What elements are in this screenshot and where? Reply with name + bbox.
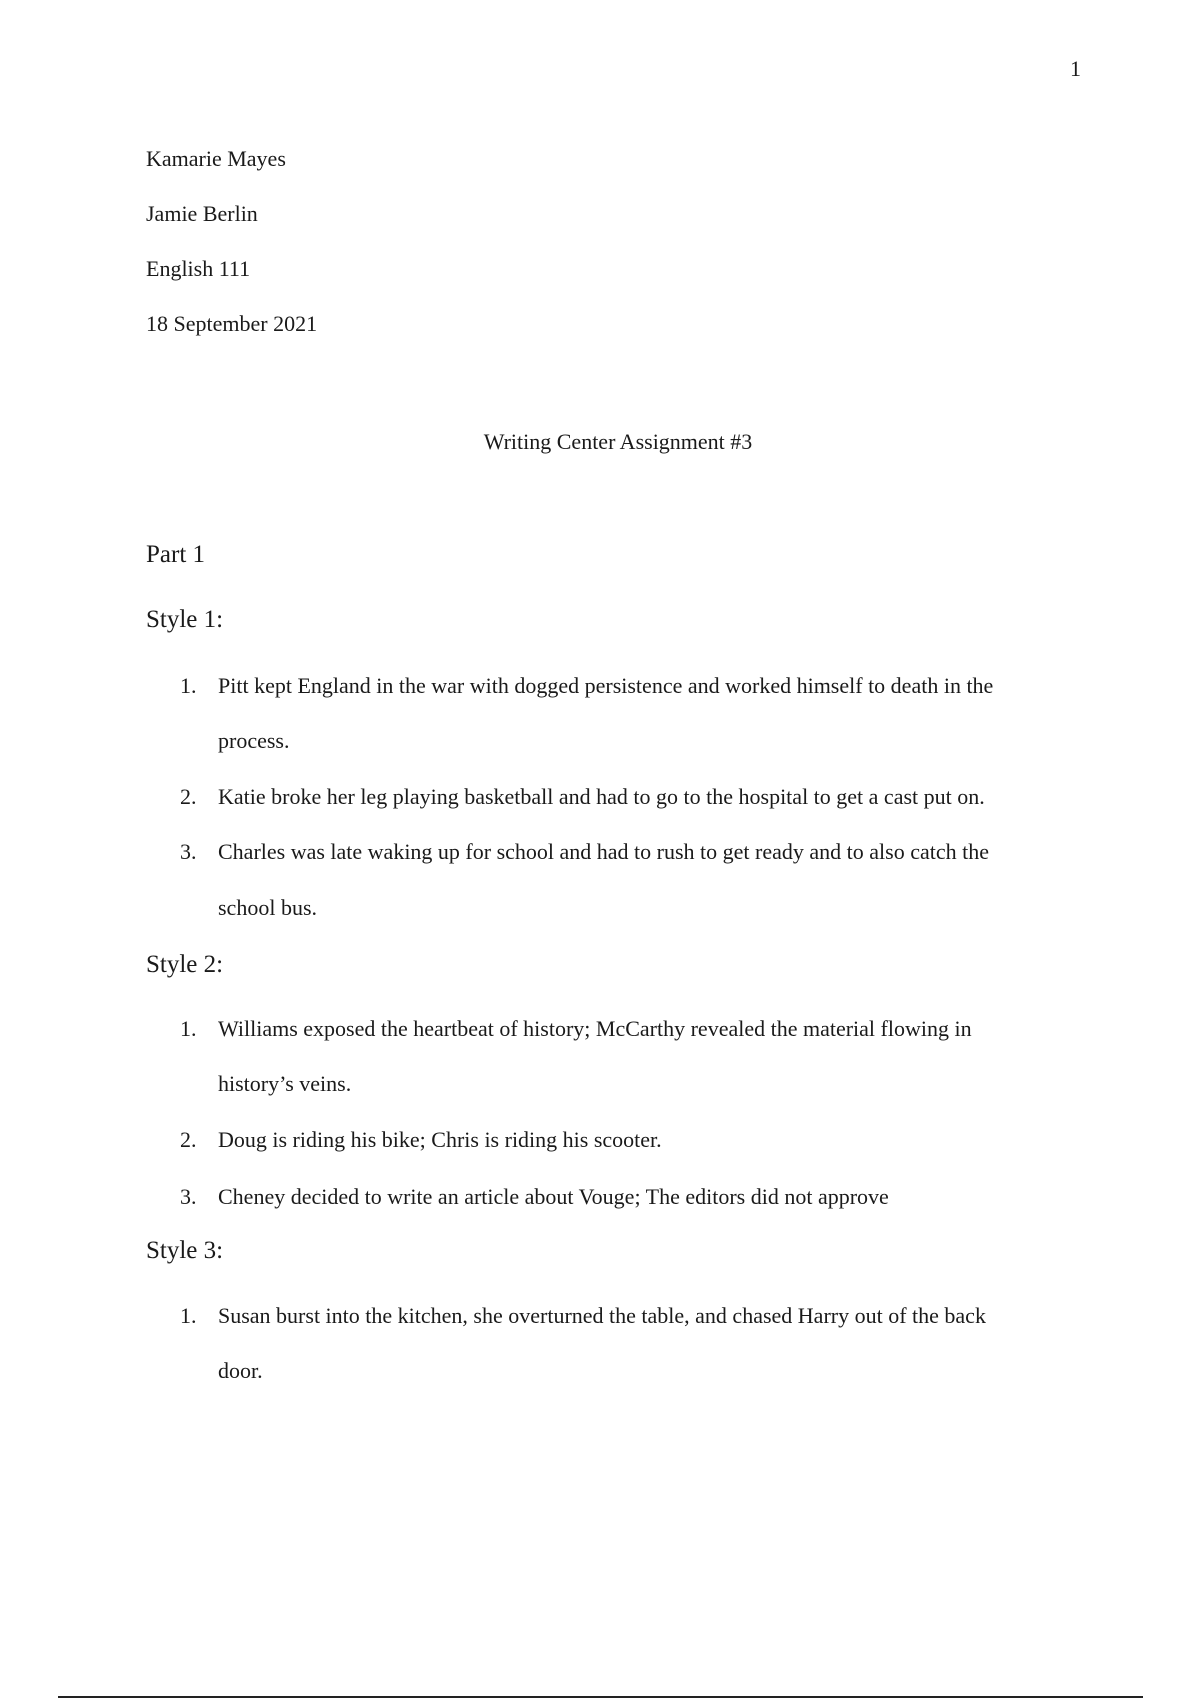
style-3-heading: Style 3: [146, 1237, 224, 1264]
style-2-item-1-number: 1. [180, 1016, 197, 1041]
style-1-item-3-line-2: school bus. [218, 895, 317, 920]
style-2-item-2-line-1: Doug is riding his bike; Chris is riding his scooter. [218, 1127, 662, 1152]
style-3-item-1-line-2: door. [218, 1358, 263, 1383]
style-3-item-1-number: 1. [180, 1303, 197, 1328]
style-1-item-3-number: 3. [180, 839, 197, 864]
course-name: English 111 [146, 256, 251, 281]
style-2-item-1-line-1: Williams exposed the heartbeat of history; McCarthy revealed the material flowing in [218, 1016, 972, 1041]
style-2-heading: Style 2: [146, 951, 224, 978]
part-heading: Part 1 [146, 541, 206, 568]
author-name: Kamarie Mayes [146, 146, 286, 171]
style-1-item-3-line-1: Charles was late waking up for school and had to rush to get ready and to also catch the [218, 839, 989, 864]
document-title: Writing Center Assignment #3 [483, 429, 753, 454]
assignment-date: 18 September 2021 [146, 311, 318, 336]
style-3-item-1-line-1: Susan burst into the kitchen, she overturned the table, and chased Harry out of the back [218, 1303, 986, 1328]
style-1-item-1-number: 1. [180, 673, 197, 698]
style-2-item-2-number: 2. [180, 1127, 197, 1152]
style-1-item-1-line-2: process. [218, 728, 290, 753]
style-2-item-3-line-1: Cheney decided to write an article about Vouge; The editors did not approve [218, 1184, 889, 1209]
style-2-item-3-number: 3. [180, 1184, 197, 1209]
page-number: 1 [1070, 56, 1081, 81]
style-1-item-2-line-1: Katie broke her leg playing basketball and had to go to the hospital to get a cast put on. [218, 784, 985, 809]
page-bottom-rule [58, 1696, 1143, 1698]
style-2-item-1-line-2: history’s veins. [218, 1071, 352, 1096]
style-1-item-2-number: 2. [180, 784, 197, 809]
style-1-heading: Style 1: [146, 606, 224, 633]
instructor-name: Jamie Berlin [146, 201, 258, 226]
style-1-item-1-line-1: Pitt kept England in the war with dogged persistence and worked himself to death in the [218, 673, 994, 698]
